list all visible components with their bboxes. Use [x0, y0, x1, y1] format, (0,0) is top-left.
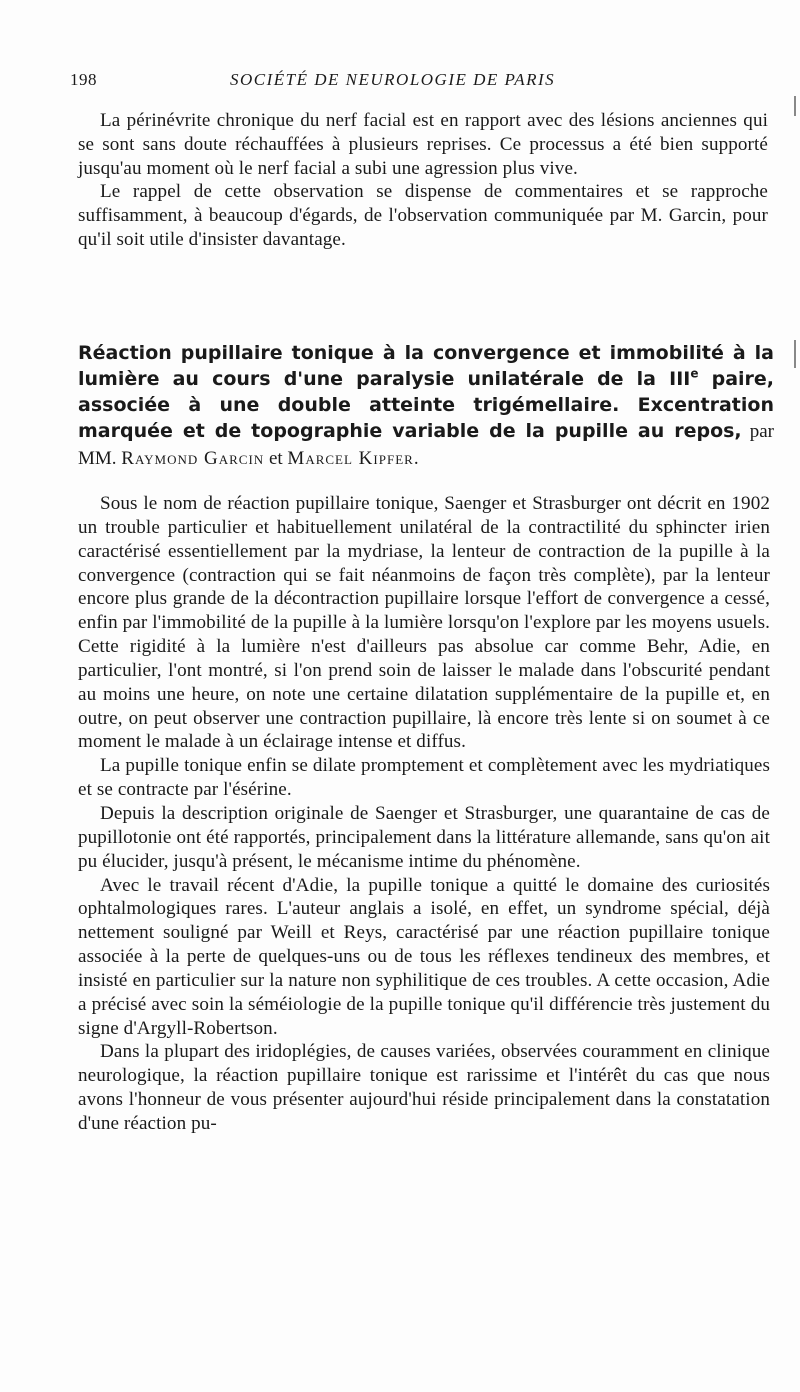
paragraph: Sous le nom de réaction pupillaire tonique, Saenger et Strasburger ont décrit en 1902 un trouble particulier et habituellement unilatéral de la contractilité du sphincter irien caractérisé essentiellement par la mydriase, la lenteur de contraction de la pupille à la convergence (contraction qui se fait néanmoins de façon très complète), par la lenteur encore plus grande de la décontraction pupillaire lorsque l'effort de convergence a cessé, enfin par l'immobilité de la pupille à la lumière lorsqu'on l'explore par les moyens usuels. Cette rigidité à la lumière n'est d'ailleurs pas absolue car comme Behr, Adie, en particulier, l'ont montré, si l'on prend soin de laisser le malade dans l'obscurité pendant au moins une heure, on note une certaine dilatation supplémentaire de la pupille et, en outre, on peut observer une contraction pupillaire, là encore très lente si on soumet à ce moment le malade à un éclairage intense et diffus.	[78, 493, 770, 753]
paragraph: Depuis la description originale de Saenger et Strasburger, une quarantaine de cas de pupillotonie ont été rapportés, principalement dans la littérature allemande, sans qu'on ait pu élucider, jusqu'à présent, le mécanisme intime du phénomène.	[78, 802, 770, 872]
paragraph: La pupille tonique enfin se dilate promptement et complètement avec les mydriatiques et se contracte par l'ésérine.	[78, 755, 770, 801]
article-body	[78, 492, 770, 1136]
margin-mark	[794, 340, 796, 368]
section-title-part2: paire, associée à une double atteinte trigémellaire. Excentration marquée et de topographie variable de la pupille au repos,	[78, 368, 775, 442]
paragraph: Avec le travail récent d'Adie, la pupille tonique a quitté le domaine des curiosités ophtalmologiques rares. L'auteur anglais a isolé, en effet, un syndrome spécial, déjà nettement souligné par Weill et Reys, caractérisé par une réaction pupillaire tonique associée à la perte de quelques-uns ou de tous les réflexes tendineux des membres, et insisté en particulier sur la nature non syphilitique de ces troubles. A cette occasion, Adie a précisé avec soin la séméiologie de la pupille tonique qu'il différencie très justement du signe d'Argyll-Robertson.	[78, 874, 770, 1039]
author-name: Raymond Garcin	[121, 448, 265, 469]
running-head: SOCIÉTÉ DE NEUROLOGIE DE PARIS	[230, 70, 556, 89]
paragraph: Dans la plupart des iridoplégies, de causes variées, observées couramment en clinique neurologique, la réaction pupillaire tonique est rarissime et l'intérêt du cas que nous avons l'honneur de vous présenter aujourd'hui réside principalement dans la constatation d'une réaction pu-	[78, 1041, 770, 1134]
author-name: Marcel Kipfer	[287, 448, 414, 469]
section-title-part1: Réaction pupillaire tonique à la convergence et immobilité à la lumière au cours d'une paralysie unilatérale de la III	[78, 342, 774, 390]
authors-join: et	[264, 448, 288, 469]
authors-end: .	[413, 448, 419, 469]
page-number: 198	[70, 70, 97, 89]
page-header	[70, 70, 770, 96]
margin-mark	[794, 96, 796, 116]
article-heading	[78, 340, 774, 472]
section-title	[78, 340, 774, 472]
paragraph: La périnévrite chronique du nerf facial est en rapport avec des lésions anciennes qui se sont sans doute réchauffées à plusieurs reprises. Ce processus a été bien supporté jusqu'au moment où le nerf facial a subi une agression plus vive.	[78, 110, 768, 179]
intro-text	[78, 109, 768, 252]
section-title-superscript: e	[690, 366, 699, 381]
paragraph: Le rappel de cette observation se dispense de commentaires et se rapproche suffisamment, à beaucoup d'égards, de l'observation communiquée par M. Garcin, pour qu'il soit utile d'insister davantage.	[78, 181, 768, 250]
authors-prefix: par MM.	[78, 421, 774, 469]
